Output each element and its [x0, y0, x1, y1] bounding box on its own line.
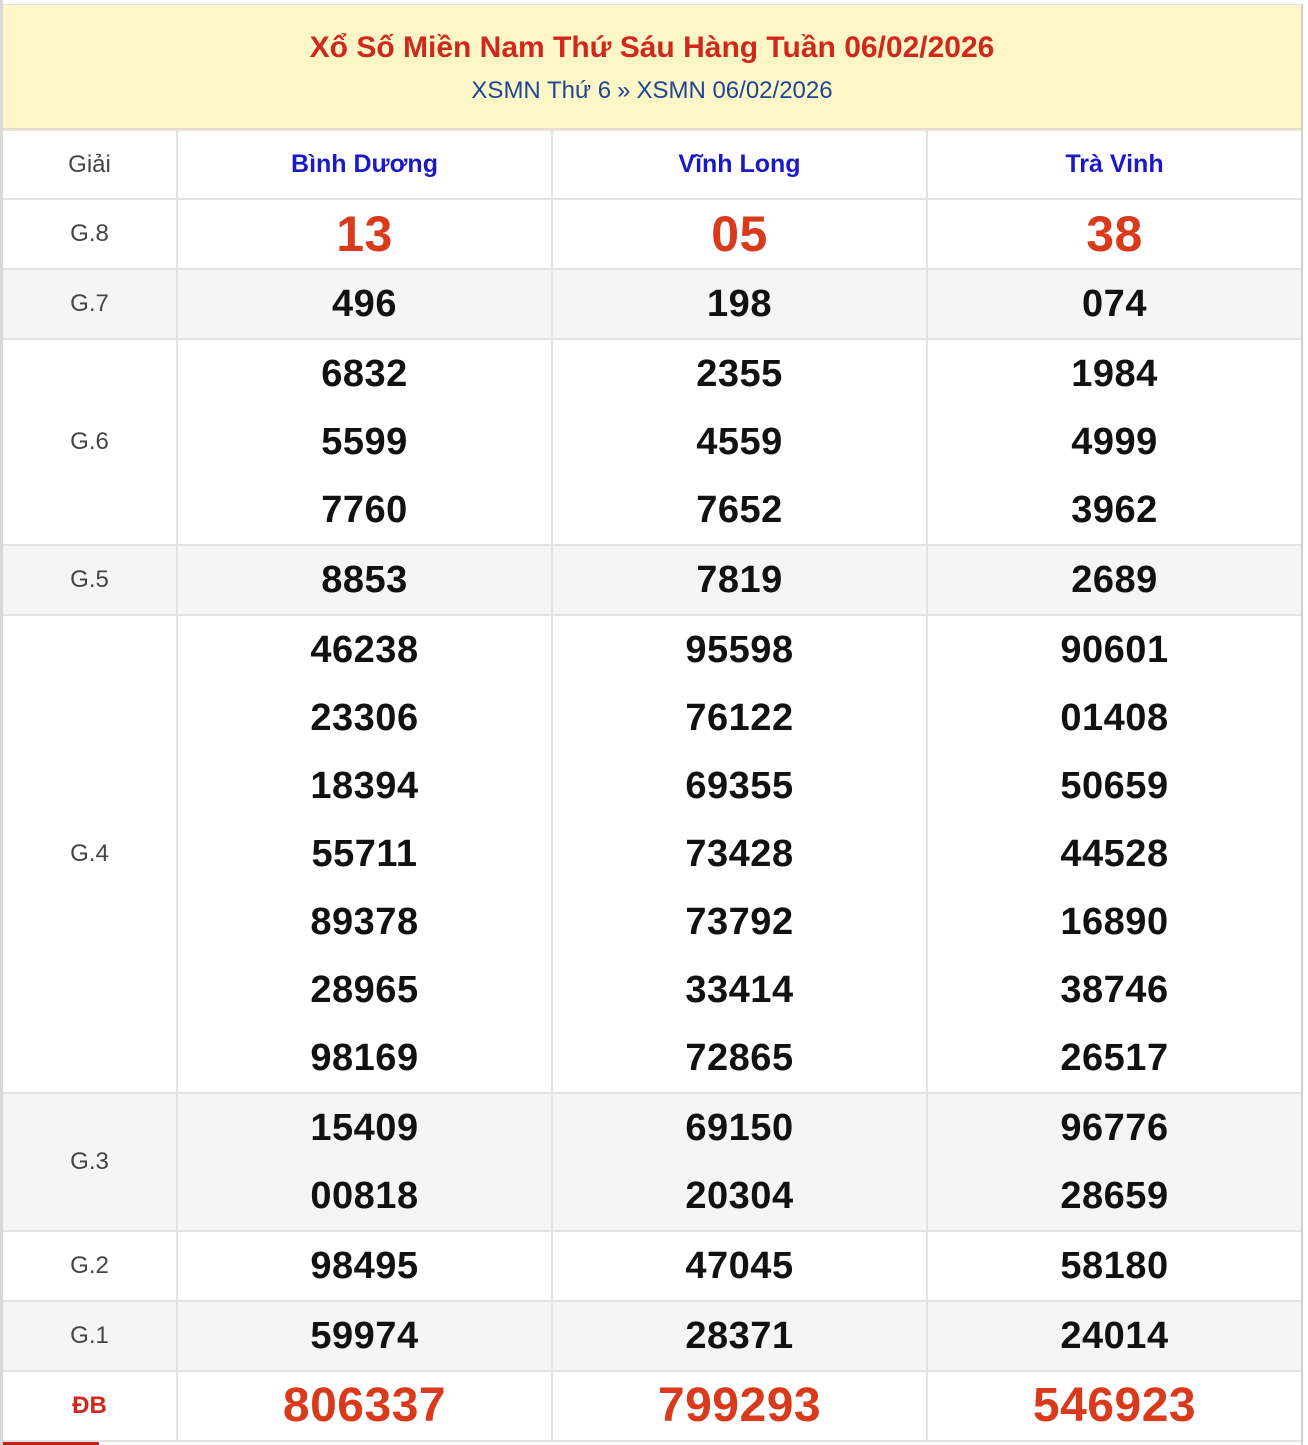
prize-row: [3, 1301, 1301, 1371]
prize-label: G.4: [3, 615, 177, 1093]
table-header-row: [3, 130, 1301, 199]
result-number: 95598: [685, 629, 794, 671]
result-cell: [927, 1231, 1301, 1301]
prize-row: [3, 339, 1301, 545]
prize-row: [3, 199, 1301, 269]
result-number: 28965: [310, 969, 419, 1011]
result-number: 15409: [310, 1107, 419, 1149]
prize-label: G.7: [3, 269, 177, 339]
breadcrumb-link-date[interactable]: XSMN 06/02/2026: [636, 77, 833, 104]
result-number: 59974: [310, 1315, 419, 1357]
result-number: 18394: [310, 765, 419, 807]
result-number: 7819: [696, 559, 783, 601]
province-header-binh-duong[interactable]: Bình Dương: [177, 130, 552, 199]
result-number: 76122: [685, 697, 794, 739]
prize-label: G.1: [3, 1301, 177, 1371]
special-prize-number: 806337: [282, 1379, 447, 1432]
result-number: 496: [332, 283, 397, 325]
result-cell: [177, 545, 552, 615]
results-header: [3, 5, 1301, 129]
result-number: 7760: [321, 489, 408, 531]
result-cell: [927, 199, 1301, 269]
result-number: 4559: [696, 421, 783, 463]
result-number: 5599: [321, 421, 408, 463]
prize-label: G.3: [3, 1093, 177, 1231]
result-cell: [177, 1231, 552, 1301]
special-prize-number: 546923: [1032, 1379, 1197, 1432]
result-number: 98495: [310, 1245, 419, 1287]
result-cell: [927, 269, 1301, 339]
result-cell: [927, 339, 1301, 545]
result-number: 47045: [685, 1245, 794, 1287]
prize-label: G.2: [3, 1231, 177, 1301]
result-number: 2689: [1071, 559, 1158, 601]
result-number: 89378: [310, 901, 419, 943]
prize-column-header: Giải: [3, 130, 177, 199]
result-cell: [927, 545, 1301, 615]
result-number: 074: [1082, 283, 1147, 325]
result-cell: [552, 615, 927, 1093]
result-number: 90601: [1060, 629, 1169, 671]
result-number: 4999: [1071, 421, 1158, 463]
result-cell: [177, 1093, 552, 1231]
result-number: 24014: [1060, 1315, 1169, 1357]
result-cell: [177, 1371, 552, 1441]
prize-label: ĐB: [3, 1371, 177, 1441]
result-number: 13: [336, 206, 393, 262]
results-table: [3, 129, 1301, 1442]
prize-row: [3, 545, 1301, 615]
result-cell: [552, 339, 927, 545]
result-number: 50659: [1060, 765, 1169, 807]
result-number: 46238: [310, 629, 419, 671]
result-number: 198: [707, 283, 772, 325]
result-cell: [927, 1371, 1301, 1441]
province-header-tra-vinh[interactable]: Trà Vinh: [927, 130, 1301, 199]
result-cell: [552, 1231, 927, 1301]
breadcrumb-separator: »: [617, 77, 631, 104]
result-cell: [927, 615, 1301, 1093]
result-cell: [177, 1301, 552, 1371]
result-number: 7652: [696, 489, 783, 531]
breadcrumb: [3, 77, 1301, 105]
result-number: 38746: [1060, 969, 1169, 1011]
result-number: 58180: [1060, 1245, 1169, 1287]
result-number: 2355: [696, 353, 783, 395]
result-number: 28371: [685, 1315, 794, 1357]
prize-row: [3, 1371, 1301, 1441]
prize-row: [3, 1231, 1301, 1301]
breadcrumb-link-weekday[interactable]: XSMN Thứ 6: [471, 77, 612, 104]
result-cell: [552, 1093, 927, 1231]
result-number: 6832: [321, 353, 408, 395]
result-number: 44528: [1060, 833, 1169, 875]
result-number: 3962: [1071, 489, 1158, 531]
result-number: 55711: [311, 833, 418, 875]
result-cell: [552, 1371, 927, 1441]
result-cell: [177, 199, 552, 269]
prize-row: [3, 269, 1301, 339]
result-number: 8853: [321, 559, 408, 601]
result-cell: [177, 269, 552, 339]
result-number: 33414: [685, 969, 794, 1011]
result-number: 28659: [1060, 1175, 1169, 1217]
result-cell: [552, 545, 927, 615]
result-number: 16890: [1060, 901, 1169, 943]
page-title: Xổ Số Miền Nam Thứ Sáu Hàng Tuần 06/02/2026: [309, 31, 995, 64]
result-number: 98169: [310, 1037, 419, 1079]
special-prize-number: 799293: [657, 1379, 822, 1432]
result-number: 96776: [1060, 1107, 1169, 1149]
prize-row: [3, 615, 1301, 1093]
result-cell: [552, 269, 927, 339]
result-number: 73428: [685, 833, 794, 875]
result-number: 26517: [1060, 1037, 1169, 1079]
result-number: 73792: [685, 901, 794, 943]
result-cell: [927, 1093, 1301, 1231]
result-number: 72865: [685, 1037, 794, 1079]
prize-row: [3, 1093, 1301, 1231]
result-number: 01408: [1060, 697, 1169, 739]
prize-label: G.6: [3, 339, 177, 545]
province-header-vinh-long[interactable]: Vĩnh Long: [552, 130, 927, 199]
result-cell: [177, 615, 552, 1093]
prize-label: G.8: [3, 199, 177, 269]
result-number: 05: [711, 206, 768, 262]
result-number: 20304: [685, 1175, 794, 1217]
result-number: 1984: [1071, 353, 1158, 395]
result-number: 00818: [310, 1175, 419, 1217]
result-number: 38: [1086, 206, 1143, 262]
result-number: 69355: [685, 765, 794, 807]
results-panel: [3, 4, 1303, 1445]
result-cell: [927, 1301, 1301, 1371]
result-number: 23306: [310, 697, 419, 739]
result-number: 69150: [685, 1107, 794, 1149]
result-cell: [177, 339, 552, 545]
result-cell: [552, 1301, 927, 1371]
prize-label: G.5: [3, 545, 177, 615]
result-cell: [552, 199, 927, 269]
